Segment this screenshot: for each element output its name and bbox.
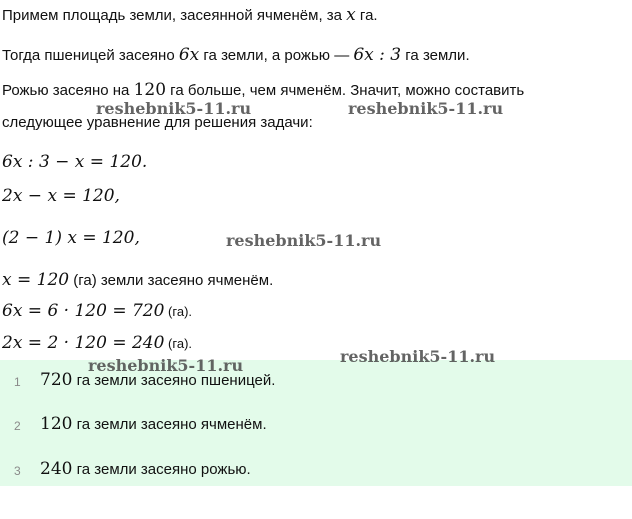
result-wheat-math: 6x = 6 · 120 = 720 [2,301,165,321]
answer-text [40,459,251,479]
answer-value: 120 [40,414,73,434]
difference-number: 120 [133,80,167,100]
watermark: reshebnik5-11.ru [348,99,504,118]
answer-label: га земли засеяно пшеницей. [72,372,276,389]
watermark: reshebnik5-11.ru [88,356,244,375]
result-barley-math: x = 120 [2,270,70,290]
wheat-expression: 6x [178,45,200,65]
difference-line [2,81,524,100]
result-rye [2,334,192,353]
result-rye-text: (га). [164,336,193,351]
intro-text-end: га. [355,7,378,24]
difference-text-end: га больше, чем ячменём. Значит, можно составить [166,82,525,99]
result-wheat-text: (га). [164,304,193,319]
answers-block [0,360,632,486]
result-barley-text: (га) земли засеяно ячменём. [69,272,274,289]
intro-text-start: Примем площадь земли, засеянной ячменём, за [2,7,347,24]
answer-value: 240 [40,459,73,479]
watermark: reshebnik5-11.ru [96,99,252,118]
answer-label: га земли засеяно рожью. [72,461,251,478]
watermark: reshebnik5-11.ru [340,347,496,366]
watermark: reshebnik5-11.ru [226,231,382,250]
answer-number: 1 [14,375,21,389]
intro-line [2,6,378,25]
wheat-rye-line [2,46,470,65]
rye-text-end: га земли. [401,47,470,64]
rye-expression: 6x : 3 [353,45,402,65]
answer-value: 720 [40,370,73,390]
variable-x: x [346,5,356,25]
difference-text-start: Рожью засеяно на [2,82,134,99]
answer-label: га земли засеяно ячменём. [72,416,267,433]
equation-intro-line: следующее уравнение для решения задачи: [2,114,313,131]
answer-number: 3 [14,464,21,478]
wheat-text-middle: га земли, а рожью — [199,47,354,64]
equation-2: 2x − x = 120, [2,186,120,206]
answer-number: 2 [14,419,21,433]
equation-3: (2 − 1) x = 120, [2,228,140,248]
equation-1: 6x : 3 − x = 120. [2,152,148,172]
wheat-text-start: Тогда пшеницей засеяно [2,47,179,64]
answer-item [0,414,632,436]
result-wheat [2,302,192,321]
result-barley [2,271,273,290]
answer-item [0,459,632,481]
result-rye-math: 2x = 2 · 120 = 240 [2,333,165,353]
answer-text [40,414,267,434]
